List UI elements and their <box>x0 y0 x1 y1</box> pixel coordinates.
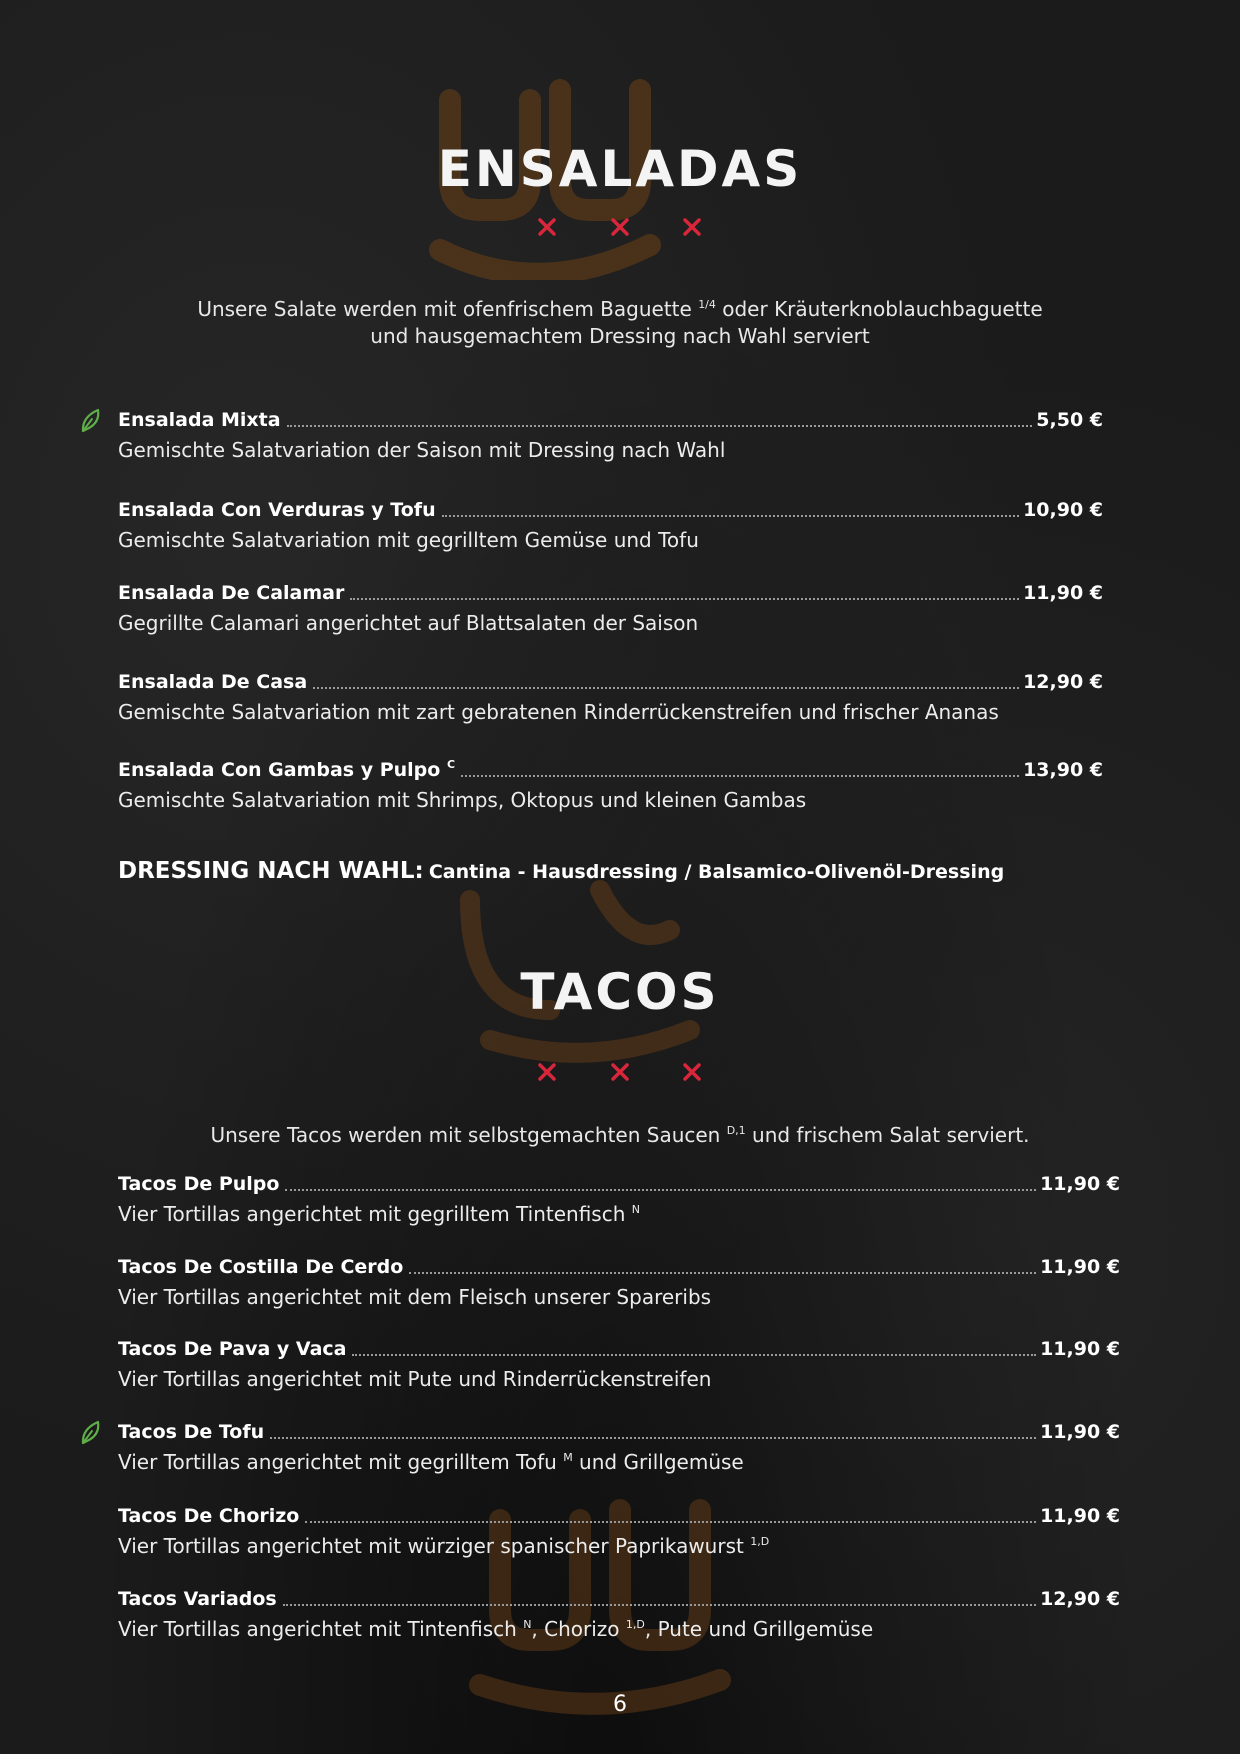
intro-footnote: 1/4 <box>698 298 716 311</box>
item-description-text: Vier Tortillas angerichtet mit Pute und Rinderrückenstreifen <box>118 1367 712 1391</box>
item-description-text: Vier Tortillas angerichtet mit gegrilltem Tintenfisch <box>118 1202 632 1226</box>
intro-text: Unsere Salate werden mit ofenfrischem Baguette <box>197 297 699 321</box>
cross-icon <box>536 1061 558 1083</box>
item-description: Gegrillte Calamari angerichtet auf Blattsalaten der Saison <box>118 611 699 635</box>
item-description-text: Vier Tortillas angerichtet mit würziger spanischer Paprikawurst <box>118 1534 751 1558</box>
dotted-leader <box>285 1188 1036 1191</box>
item-price: 11,90 € <box>1040 1173 1120 1195</box>
cross-icon <box>609 1061 631 1083</box>
item-description: Gemischte Salatvariation mit gegrilltem Gemüse und Tofu <box>118 528 699 552</box>
item-description <box>118 1284 711 1310</box>
menu-item-taco <box>118 1503 1120 1563</box>
item-head <box>118 757 1103 783</box>
tacos-divider <box>0 1061 1240 1091</box>
item-description <box>118 1366 711 1392</box>
item-head <box>118 1503 1120 1529</box>
item-footnote: C <box>446 758 456 771</box>
dotted-leader <box>305 1520 1036 1523</box>
item-price: 12,90 € <box>1040 1588 1120 1610</box>
page-number: 6 <box>613 1692 627 1717</box>
item-head <box>118 407 1103 433</box>
item-price: 13,90 € <box>1023 759 1103 781</box>
item-head <box>118 580 1103 606</box>
ensaladas-intro-line2: und hausgemachtem Dressing nach Wahl serviert <box>370 324 870 348</box>
menu-item-ensalada-de-casa <box>118 669 1103 729</box>
item-head <box>118 1419 1120 1445</box>
dotted-leader <box>313 686 1019 689</box>
item-description-text: Vier Tortillas angerichtet mit Tintenfisch <box>118 1617 524 1641</box>
ensaladas-intro-line1 <box>0 296 1240 323</box>
item-name: Tacos De Pulpo <box>118 1173 280 1195</box>
item-description <box>118 1449 744 1475</box>
intro-text: oder Kräuterknoblauchbaguette <box>715 297 1043 321</box>
item-head <box>118 1586 1120 1612</box>
item-head <box>118 1336 1120 1362</box>
item-head <box>118 669 1103 695</box>
item-price: 11,90 € <box>1023 582 1103 604</box>
menu-item-ensalada-mixta <box>118 407 1103 467</box>
item-description <box>118 1533 769 1559</box>
cross-icon <box>536 216 558 238</box>
cross-icon <box>681 1061 703 1083</box>
item-name <box>118 757 455 783</box>
item-name: Tacos De Chorizo <box>118 1505 300 1527</box>
item-description: Gemischte Salatvariation mit Shrimps, Oktopus und kleinen Gambas <box>118 788 807 812</box>
menu-item-taco <box>118 1254 1120 1314</box>
item-name: Ensalada Mixta <box>118 409 281 431</box>
item-name: Tacos De Tofu <box>118 1421 265 1443</box>
item-name-text: Ensalada Con Gambas y Pulpo <box>118 759 441 781</box>
item-price: 11,90 € <box>1040 1256 1120 1278</box>
dressing-options: Cantina - Hausdressing / Balsamico-Olivenöl-Dressing <box>428 861 1005 883</box>
tacos-intro <box>0 1122 1240 1149</box>
dressing-label: DRESSING NACH WAHL: <box>118 858 424 884</box>
vegetarian-leaf-icon <box>78 1419 104 1447</box>
item-head <box>118 1171 1120 1197</box>
cross-icon <box>609 216 631 238</box>
item-description: Gemischte Salatvariation der Saison mit Dressing nach Wahl <box>118 438 726 462</box>
dotted-leader <box>409 1271 1036 1274</box>
item-footnote: M <box>563 1451 573 1464</box>
dotted-leader <box>283 1603 1036 1606</box>
item-name: Tacos Variados <box>118 1588 277 1610</box>
ensaladas-intro <box>0 296 1240 350</box>
item-name: Tacos De Costilla De Cerdo <box>118 1256 404 1278</box>
item-description: Gemischte Salatvariation mit zart gebratenen Rinderrückenstreifen und frischer Ananas <box>118 700 999 724</box>
cross-icon <box>681 216 703 238</box>
menu-item-ensalada-con-verduras-y-tofu <box>118 497 1103 557</box>
tacos-title: TACOS <box>520 963 720 1021</box>
item-price: 5,50 € <box>1036 409 1103 431</box>
item-head <box>118 497 1103 523</box>
item-description <box>118 1616 873 1642</box>
dotted-leader <box>350 597 1019 600</box>
item-name: Ensalada De Calamar <box>118 582 345 604</box>
vegetarian-leaf-icon <box>78 407 104 435</box>
dressing-note <box>118 858 1004 884</box>
item-description-text: und Grillgemüse <box>572 1450 744 1474</box>
item-footnote: 1,D <box>750 1535 770 1548</box>
menu-item-taco <box>118 1419 1120 1479</box>
menu-item-ensalada-con-gambas-y-pulpo <box>118 757 1103 817</box>
item-footnote: N <box>523 1618 532 1631</box>
item-price: 11,90 € <box>1040 1338 1120 1360</box>
intro-footnote: D,1 <box>726 1124 746 1137</box>
item-footnote: 1,D <box>625 1618 645 1631</box>
item-description-text: Vier Tortillas angerichtet mit gegrilltem Tofu <box>118 1450 564 1474</box>
menu-item-taco <box>118 1171 1120 1231</box>
dotted-leader <box>287 424 1033 427</box>
item-head <box>118 1254 1120 1280</box>
item-name: Ensalada Con Verduras y Tofu <box>118 499 436 521</box>
ensaladas-divider <box>0 216 1240 246</box>
dotted-leader <box>270 1436 1036 1439</box>
item-description-text: , Chorizo <box>531 1617 626 1641</box>
dotted-leader <box>352 1353 1036 1356</box>
item-footnote: N <box>631 1203 640 1216</box>
intro-text: und frischem Salat serviert. <box>745 1123 1030 1147</box>
menu-item-ensalada-de-calamar <box>118 580 1103 640</box>
menu-item-taco <box>118 1336 1120 1396</box>
ensaladas-title: ENSALADAS <box>437 140 803 198</box>
intro-text: Unsere Tacos werden mit selbstgemachten Saucen <box>210 1123 727 1147</box>
item-price: 11,90 € <box>1040 1421 1120 1443</box>
item-description-text: , Pute und Grillgemüse <box>644 1617 874 1641</box>
item-price: 12,90 € <box>1023 671 1103 693</box>
dotted-leader <box>442 514 1019 517</box>
item-price: 11,90 € <box>1040 1505 1120 1527</box>
item-name: Tacos De Pava y Vaca <box>118 1338 347 1360</box>
item-description-text: Vier Tortillas angerichtet mit dem Fleisch unserer Spareribs <box>118 1285 712 1309</box>
dotted-leader <box>461 774 1019 777</box>
item-name: Ensalada De Casa <box>118 671 308 693</box>
item-description <box>118 1201 640 1227</box>
item-price: 10,90 € <box>1023 499 1103 521</box>
menu-item-taco <box>118 1586 1120 1646</box>
